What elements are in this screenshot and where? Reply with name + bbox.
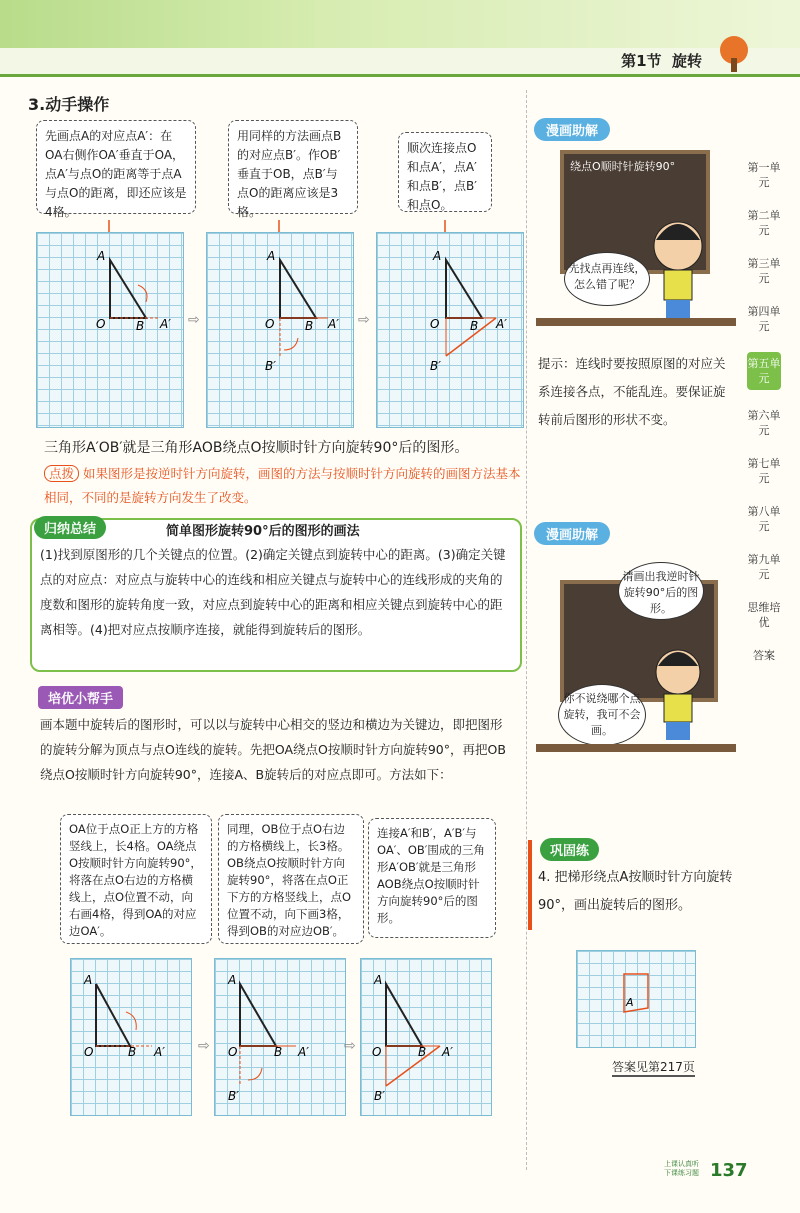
tab-answers[interactable]: 答案: [753, 649, 775, 662]
comic2-shelf: [536, 744, 736, 752]
tab-unit-5[interactable]: 第五单元: [747, 352, 781, 390]
label-a1: A′: [160, 317, 171, 331]
comic1-bubble: 先找点再连线，怎么错了呢？: [564, 252, 650, 306]
step-note-2: 用同样的方法画点B的对应点B′。作OB′垂直于OB，点B′与点O的距离应该是3格。: [228, 120, 358, 214]
label-a: A: [433, 249, 442, 263]
exercise-bar: [528, 840, 532, 930]
tab-unit-1[interactable]: 第一单元: [747, 161, 781, 189]
tab-thinking[interactable]: 思维培优: [747, 601, 781, 629]
boy-character-2-icon: [650, 636, 710, 748]
label-a: A: [84, 973, 93, 987]
label-o: O: [84, 1045, 94, 1059]
triangle-diagrams-1: [0, 220, 540, 430]
boy-character-1-icon: [650, 206, 710, 334]
label-b: B: [128, 1045, 137, 1059]
exercise-badge: 巩固练: [540, 838, 599, 861]
label-o: O: [96, 317, 106, 331]
step2-note-2: 同理，OB位于点O右边的方格横线上，长3格。OB绕点O按顺时针方向旋转90°，将落在点O正下方的方格竖线上，点O位置不动，向下画3格，得到OB的对应边OB′。: [218, 814, 364, 944]
tab-unit-2[interactable]: 第二单元: [747, 209, 781, 237]
tab-unit-7[interactable]: 第七单元: [747, 457, 781, 485]
helper-text: 画本题中旋转后的图形时，可以以与旋转中心相交的竖边和横边为关键边，即把图形的旋转分解为顶点与点O连线的旋转。先把OA绕点O按顺时针方向旋转90°，再把OB绕点O按顺时针方向旋转90°，连接A、B旋转后的对应点即可。方法如下：: [40, 717, 506, 782]
footer-slogan-2: 下课练习题: [664, 1169, 699, 1177]
section-title: 3.动手操作: [28, 95, 110, 114]
label-b: B: [418, 1045, 427, 1059]
comic1-hint: 提示：连线时要按照原图的对应关系连接各点，不能乱连。要保证旋转前后图形的形状不变。: [538, 356, 726, 427]
conclusion-sentence: 三角形A′OB′就是三角形AOB绕点O按顺时针方向旋转90°后的图形。: [44, 440, 469, 456]
tab-unit-3[interactable]: 第三单元: [747, 257, 781, 285]
tab-unit-6[interactable]: 第六单元: [747, 409, 781, 437]
label-o: O: [372, 1045, 382, 1059]
label-a1: A′: [442, 1045, 453, 1059]
triangle-diagrams-2: [0, 950, 520, 1120]
induction-badge: 归纳总结: [34, 516, 106, 539]
tip-text: 如果图形是按逆时针方向旋转，画图的方法与按顺时针方向旋转的画图方法基本相同，不同的是旋转方向发生了改变。: [44, 466, 521, 505]
label-a1: A′: [154, 1045, 165, 1059]
label-o: O: [228, 1045, 238, 1059]
unit-sidebar: [744, 160, 784, 681]
comic1-badge: 漫画助解: [534, 118, 610, 141]
footer-slogan-1: 上课认真听: [664, 1160, 699, 1168]
step-note-1: 先画点A的对应点A′：在OA右侧作OA′垂直于OA，点A′与点O的距离等于点A与点O的距离，即还应该是4格。: [36, 120, 196, 214]
label-b: B: [274, 1045, 283, 1059]
induction-text: (1)找到原图形的几个关键点的位置。(2)确定关键点到旋转中心的距离。(3)确定关键点的对应点：对应点与旋转中心的连线和相应关键点与旋转中心的连线形成的夹角的度数和图形的旋转角度一致，对应点到旋转中心的距离和相应关键点到旋转中心的距离相等。(4)把对应点按顺序连接，就能得到旋转后的图形。: [40, 547, 506, 637]
label-b: B: [470, 319, 479, 333]
comic2-bubble-2: 你不说绕哪个点旋转，我可不会画。: [558, 684, 646, 746]
label-o: O: [265, 317, 275, 331]
step2-note-3: 连接A′和B′，A′B′与OA′、OB′围成的三角形A′OB′就是三角形AOB绕点O按顺时针方向旋转90°后的图形。: [368, 818, 496, 938]
exercise-question: 4. 把梯形绕点A按顺时针方向旋转90°，画出旋转后的图形。: [538, 870, 733, 913]
comic2-badge: 漫画助解: [534, 522, 610, 545]
label-a1: A′: [328, 317, 339, 331]
tab-unit-9[interactable]: 第九单元: [747, 553, 781, 581]
label-a1: A′: [496, 317, 507, 331]
label-a: A: [374, 973, 383, 987]
label-o: O: [430, 317, 440, 331]
label-b1: B′: [228, 1089, 239, 1103]
label-b: B: [136, 319, 145, 333]
svg-text:⇨: ⇨: [358, 312, 370, 328]
chapter-title: 第1节 旋转: [621, 52, 702, 70]
tip-block: [44, 462, 524, 510]
label-a1: A′: [298, 1045, 309, 1059]
label-a: A: [267, 249, 276, 263]
comic1-shelf: [536, 318, 736, 326]
helper-badge: 培优小帮手: [38, 686, 123, 709]
label-b1: B′: [430, 359, 441, 373]
tab-unit-4[interactable]: 第四单元: [747, 305, 781, 333]
label-b: B: [305, 319, 314, 333]
tab-unit-8[interactable]: 第八单元: [747, 505, 781, 533]
comic1-board-text: 绕点O顺时针旋转90°: [570, 160, 676, 173]
label-a: A: [228, 973, 237, 987]
trapezoid-diagram: [576, 950, 696, 1050]
svg-text:⇨: ⇨: [198, 1038, 210, 1054]
footer: [664, 1160, 754, 1182]
label-point-a: A: [626, 996, 634, 1009]
column-divider: [526, 90, 528, 1170]
label-a: A: [97, 249, 106, 263]
comic2-bubble-1: 请画出我逆时针旋转90°后的图形。: [618, 562, 704, 620]
page-number: 137: [710, 1160, 748, 1181]
svg-text:⇨: ⇨: [188, 312, 200, 328]
label-b1: B′: [265, 359, 276, 373]
top-banner: [0, 0, 800, 48]
label-b1: B′: [374, 1089, 385, 1103]
step2-note-1: OA位于点O正上方的方格竖线上，长4格。OA绕点O按顺时针方向旋转90°，将落在点O右边的方格横线上，点O位置不动，向右画4格，得到OA的对应边OA′。: [60, 814, 212, 944]
induction-title: 简单图形旋转90°后的图形的画法: [166, 524, 360, 539]
step-note-3: 顺次连接点O和点A′，点A′和点B′，点B′和点O。: [398, 132, 492, 212]
tip-badge: 点拨: [44, 465, 79, 482]
svg-text:⇨: ⇨: [344, 1038, 356, 1054]
answer-reference[interactable]: 答案见第217页: [612, 1058, 695, 1077]
tree-icon: [712, 34, 758, 74]
